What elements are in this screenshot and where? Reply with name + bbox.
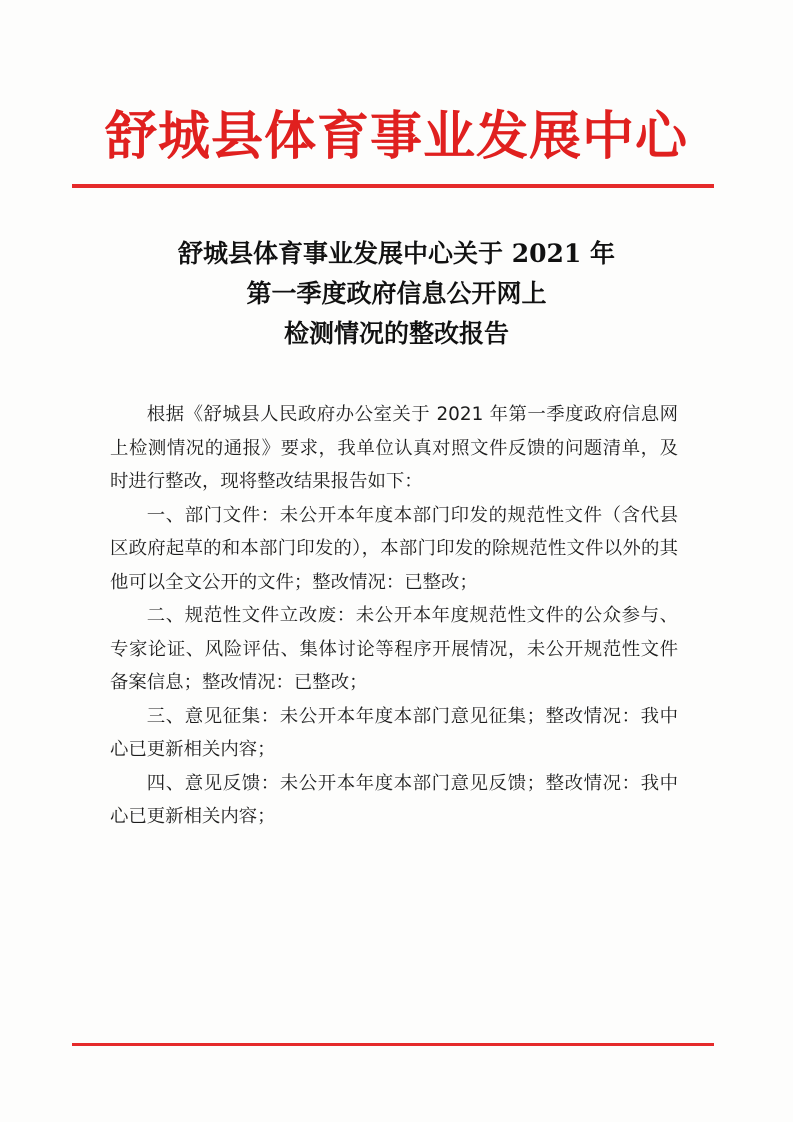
document-title: [0, 234, 793, 354]
document-title-line-1: 舒城县体育事业发展中心关于 2021 年: [178, 239, 615, 268]
body-paragraph-item-4: 四、意见反馈：未公开本年度本部门意见反馈；整改情况：我中心已更新相关内容；: [110, 772, 678, 827]
body-paragraph-intro: 根据《舒城县人民政府办公室关于 2021 年第一季度政府信息网上检测情况的通报》要求，我单位认真对照文件反馈的问题清单，及时进行整改，现将整改结果报告如下：: [110, 404, 678, 492]
body-paragraph-item-3: 三、意见征集：未公开本年度本部门意见征集；整改情况：我中心已更新相关内容；: [110, 705, 678, 760]
masthead-red-rule: [72, 184, 714, 188]
body-paragraph-item-1: 一、部门文件：未公开本年度本部门印发的规范性文件（含代县区政府起草的和本部门印发的），本部门印发的除规范性文件以外的其他可以全文公开的文件；整改情况：已整改；: [110, 504, 678, 593]
body-paragraph-item-2: 二、规范性文件立改废：未公开本年度规范性文件的公众参与、专家论证、风险评估、集体讨论等程序开展情况，未公开规范性文件备案信息；整改情况：已整改；: [110, 605, 678, 693]
document-body: [110, 398, 678, 834]
footer-red-rule: [72, 1043, 714, 1046]
document-title-line-2: 第一季度政府信息公开网上: [246, 279, 547, 308]
masthead-title: 舒城县体育事业发展中心: [104, 106, 688, 167]
document-title-line-3: 检测情况的整改报告: [283, 319, 509, 348]
